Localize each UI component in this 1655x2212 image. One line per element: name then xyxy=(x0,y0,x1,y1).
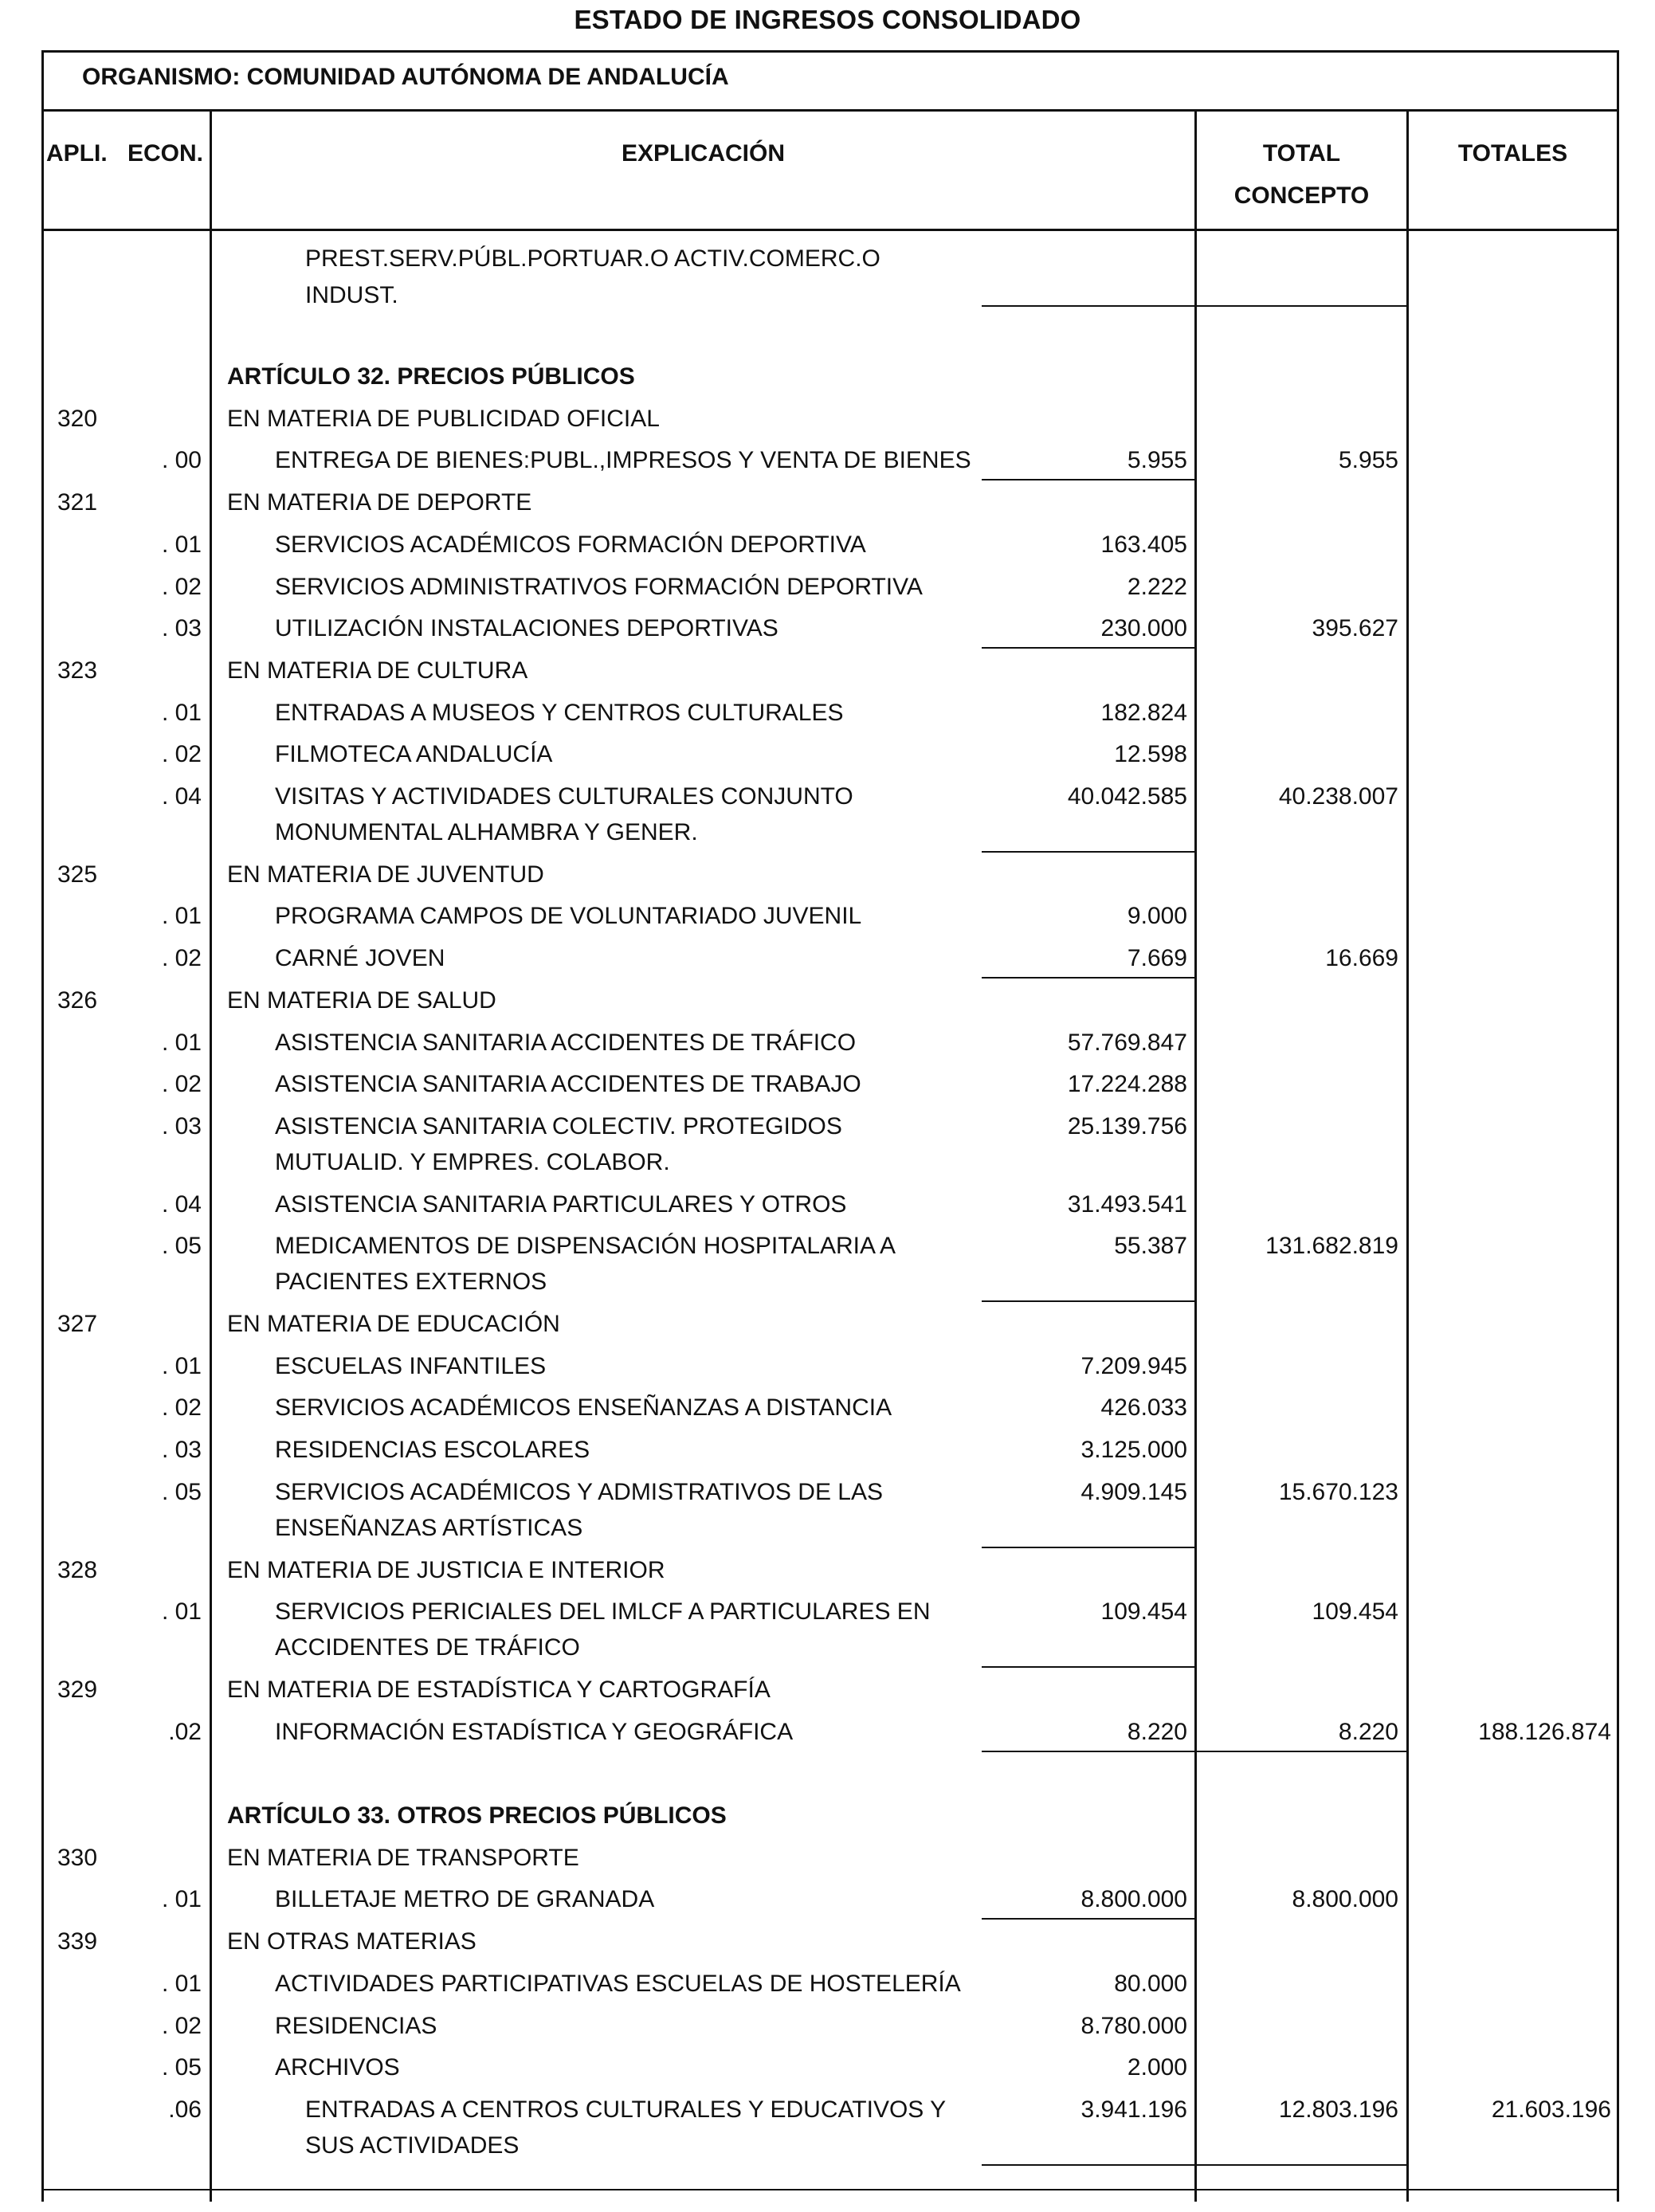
item-label: CARNÉ JOVEN xyxy=(275,945,445,972)
concept-total: 8.800.000 xyxy=(1292,1886,1398,1913)
concept-total: 109.454 xyxy=(1312,1598,1398,1626)
concept-total: 131.682.819 xyxy=(1265,1233,1398,1260)
amount-underline xyxy=(982,1300,1195,1302)
amount-underline xyxy=(982,647,1195,649)
concept-label: EN OTRAS MATERIAS xyxy=(227,1928,476,1955)
header-divider xyxy=(41,229,1619,231)
concept-label: EN MATERIA DE DEPORTE xyxy=(227,489,532,516)
header-explicacion: EXPLICACIÓN xyxy=(621,140,786,167)
item-label: SERVICIOS ACADÉMICOS FORMACIÓN DEPORTIVA xyxy=(275,531,866,558)
item-label: ENTRADAS A MUSEOS Y CENTROS CULTURALES xyxy=(275,699,844,726)
amount-underline xyxy=(982,1547,1195,1548)
column-divider-3 xyxy=(1406,109,1409,2202)
concept-total: 8.220 xyxy=(1338,1718,1398,1745)
frame-right-border xyxy=(1617,50,1619,2202)
econ-code: . 01 xyxy=(161,1598,202,1626)
amount-underline xyxy=(982,479,1195,480)
econ-code: .02 xyxy=(168,1718,202,1745)
concept-code: 321 xyxy=(57,489,98,516)
amount-underline xyxy=(982,1918,1195,1920)
item-amount: 7.209.945 xyxy=(1080,1352,1187,1379)
continuation-underline xyxy=(982,305,1409,307)
concept-total: 395.627 xyxy=(1312,615,1398,642)
amount-underline xyxy=(982,851,1195,853)
article-heading: ARTÍCULO 32. PRECIOS PÚBLICOS xyxy=(227,363,635,390)
econ-code: . 01 xyxy=(161,903,202,930)
item-amount: 230.000 xyxy=(1100,615,1187,642)
item-amount: 8.800.000 xyxy=(1080,1886,1187,1913)
item-label: MEDICAMENTOS DE DISPENSACIÓN HOSPITALARIA A xyxy=(275,1233,896,1260)
article-total: 21.603.196 xyxy=(1491,2096,1611,2123)
econ-code: . 04 xyxy=(161,783,202,810)
item-label: RESIDENCIAS ESCOLARES xyxy=(275,1437,590,1464)
document-title: ESTADO DE INGRESOS CONSOLIDADO xyxy=(574,5,1081,34)
item-amount: 25.139.756 xyxy=(1067,1112,1187,1139)
concept-total: 5.955 xyxy=(1338,447,1398,474)
header-apli: APLI. xyxy=(46,140,108,167)
item-amount: 7.669 xyxy=(1127,945,1187,972)
concept-label: EN MATERIA DE JUSTICIA E INTERIOR xyxy=(227,1556,665,1583)
concept-code: 323 xyxy=(57,657,98,684)
item-label: ENTRADAS A CENTROS CULTURALES Y EDUCATIVOS Y xyxy=(305,2096,947,2123)
item-label-continued: PACIENTES EXTERNOS xyxy=(275,1269,547,1296)
econ-code: . 02 xyxy=(161,945,202,972)
concept-code: 325 xyxy=(57,861,98,888)
column-divider-2 xyxy=(1194,109,1197,2202)
econ-code: . 03 xyxy=(161,615,202,642)
econ-code: .06 xyxy=(168,2096,202,2123)
organismo-divider xyxy=(41,109,1619,112)
item-amount: 3.941.196 xyxy=(1080,2096,1187,2123)
item-label: BILLETAJE METRO DE GRANADA xyxy=(275,1886,655,1913)
econ-code: . 02 xyxy=(161,1394,202,1422)
item-amount: 426.033 xyxy=(1100,1394,1187,1422)
header-total-concepto-2: CONCEPTO xyxy=(1233,182,1370,209)
item-amount: 8.780.000 xyxy=(1080,2012,1187,2039)
frame-left-border xyxy=(41,50,44,2202)
item-amount: 4.909.145 xyxy=(1080,1478,1187,1505)
concept-label: EN MATERIA DE CULTURA xyxy=(227,657,528,684)
item-label-continued: ACCIDENTES DE TRÁFICO xyxy=(275,1634,580,1661)
concept-label: EN MATERIA DE PUBLICIDAD OFICIAL xyxy=(227,405,660,432)
article-heading: ARTÍCULO 33. OTROS PRECIOS PÚBLICOS xyxy=(227,1802,727,1829)
concept-label: EN MATERIA DE JUVENTUD xyxy=(227,861,544,888)
concept-label: EN MATERIA DE SALUD xyxy=(227,986,496,1014)
econ-code: . 01 xyxy=(161,1970,202,1997)
item-label-continued: MONUMENTAL ALHAMBRA Y GENER. xyxy=(275,819,698,845)
econ-code: . 00 xyxy=(161,447,202,474)
econ-code: . 01 xyxy=(161,531,202,558)
frame-bottom-border xyxy=(41,2189,1619,2190)
item-label: RESIDENCIAS xyxy=(275,2012,437,2039)
econ-code: . 05 xyxy=(161,1233,202,1260)
econ-code: . 02 xyxy=(161,573,202,600)
concept-code: 328 xyxy=(57,1556,98,1583)
item-label: INFORMACIÓN ESTADÍSTICA Y GEOGRÁFICA xyxy=(275,1718,794,1745)
continuation-line-2: INDUST. xyxy=(305,282,398,308)
item-label: FILMOTECA ANDALUCÍA xyxy=(275,741,553,768)
organismo-label: ORGANISMO: COMUNIDAD AUTÓNOMA DE ANDALUCÍA xyxy=(82,64,729,90)
article-total: 188.126.874 xyxy=(1478,1718,1611,1745)
econ-code: . 01 xyxy=(161,1029,202,1056)
item-amount: 8.220 xyxy=(1127,1718,1187,1745)
item-amount: 2.000 xyxy=(1127,2054,1187,2081)
econ-code: . 04 xyxy=(161,1190,202,1218)
econ-code: . 01 xyxy=(161,1886,202,1913)
concept-total: 12.803.196 xyxy=(1278,2096,1398,2123)
item-label: SERVICIOS ADMINISTRATIVOS FORMACIÓN DEPORTIVA xyxy=(275,573,923,600)
item-label-continued: ENSEÑANZAS ARTÍSTICAS xyxy=(275,1514,583,1541)
item-label: PROGRAMA CAMPOS DE VOLUNTARIADO JUVENIL xyxy=(275,903,862,930)
econ-code: . 03 xyxy=(161,1437,202,1464)
econ-code: . 05 xyxy=(161,1478,202,1505)
item-amount: 40.042.585 xyxy=(1067,783,1187,810)
item-amount: 2.222 xyxy=(1127,573,1187,600)
item-amount: 31.493.541 xyxy=(1067,1190,1187,1218)
header-totales: TOTALES xyxy=(1457,140,1568,167)
item-label: ASISTENCIA SANITARIA ACCIDENTES DE TRÁFICO xyxy=(275,1029,857,1056)
item-label: ASISTENCIA SANITARIA COLECTIV. PROTEGIDOS xyxy=(275,1112,842,1139)
item-amount: 12.598 xyxy=(1114,741,1187,768)
econ-code: . 02 xyxy=(161,2012,202,2039)
item-amount: 9.000 xyxy=(1127,903,1187,930)
total-underline xyxy=(1197,1751,1406,1752)
item-label: UTILIZACIÓN INSTALACIONES DEPORTIVAS xyxy=(275,615,778,642)
econ-code: . 01 xyxy=(161,1352,202,1379)
item-amount: 109.454 xyxy=(1100,1598,1187,1626)
item-label: ENTREGA DE BIENES:PUBL.,IMPRESOS Y VENTA DE BIENES xyxy=(275,447,971,474)
item-label: SERVICIOS ACADÉMICOS ENSEÑANZAS A DISTANCIA xyxy=(275,1394,892,1422)
item-label: ESCUELAS INFANTILES xyxy=(275,1352,547,1379)
item-amount: 17.224.288 xyxy=(1067,1071,1187,1098)
item-label: ACTIVIDADES PARTICIPATIVAS ESCUELAS DE HOSTELERÍA xyxy=(275,1970,961,1997)
econ-code: . 03 xyxy=(161,1112,202,1139)
econ-code: . 05 xyxy=(161,2054,202,2081)
econ-code: . 02 xyxy=(161,741,202,768)
continuation-line-1: PREST.SERV.PÚBL.PORTUAR.O ACTIV.COMERC.O xyxy=(305,245,880,272)
concept-total: 16.669 xyxy=(1325,945,1398,972)
column-divider-1 xyxy=(210,109,212,2202)
amount-underline xyxy=(982,2164,1195,2166)
item-label: ASISTENCIA SANITARIA ACCIDENTES DE TRABAJO xyxy=(275,1071,861,1098)
item-amount: 182.824 xyxy=(1100,699,1187,726)
concept-code: 327 xyxy=(57,1311,98,1337)
concept-total: 15.670.123 xyxy=(1278,1478,1398,1505)
header-econ: ECON. xyxy=(127,140,204,167)
total-underline xyxy=(1197,2164,1406,2166)
header-total-concepto-1: TOTAL xyxy=(1262,140,1341,167)
item-amount: 57.769.847 xyxy=(1067,1029,1187,1056)
item-label-continued: MUTUALID. Y EMPRES. COLABOR. xyxy=(275,1148,670,1175)
concept-code: 320 xyxy=(57,405,98,432)
econ-code: . 02 xyxy=(161,1071,202,1098)
frame-top-border xyxy=(41,50,1619,53)
item-amount: 55.387 xyxy=(1114,1233,1187,1260)
amount-underline xyxy=(982,1666,1195,1668)
concept-code: 329 xyxy=(57,1676,98,1703)
item-amount: 3.125.000 xyxy=(1080,1437,1187,1464)
item-label: ASISTENCIA SANITARIA PARTICULARES Y OTROS xyxy=(275,1190,847,1218)
concept-code: 339 xyxy=(57,1928,98,1955)
item-label-continued: SUS ACTIVIDADES xyxy=(305,2132,520,2159)
concept-code: 326 xyxy=(57,986,98,1014)
concept-label: EN MATERIA DE EDUCACIÓN xyxy=(227,1311,560,1337)
concept-code: 330 xyxy=(57,1844,98,1871)
item-label: ARCHIVOS xyxy=(275,2054,400,2081)
concept-label: EN MATERIA DE ESTADÍSTICA Y CARTOGRAFÍA xyxy=(227,1676,771,1703)
concept-total: 40.238.007 xyxy=(1278,783,1398,810)
item-amount: 163.405 xyxy=(1100,531,1187,558)
item-amount: 5.955 xyxy=(1127,447,1187,474)
item-label: SERVICIOS ACADÉMICOS Y ADMISTRATIVOS DE LAS xyxy=(275,1478,883,1505)
econ-code: . 01 xyxy=(161,699,202,726)
amount-underline xyxy=(982,977,1195,979)
item-label: SERVICIOS PERICIALES DEL IMLCF A PARTICULARES EN xyxy=(275,1598,931,1626)
concept-label: EN MATERIA DE TRANSPORTE xyxy=(227,1844,579,1871)
item-label: VISITAS Y ACTIVIDADES CULTURALES CONJUNTO xyxy=(275,783,853,810)
amount-underline xyxy=(982,1751,1195,1752)
item-amount: 80.000 xyxy=(1114,1970,1187,1997)
